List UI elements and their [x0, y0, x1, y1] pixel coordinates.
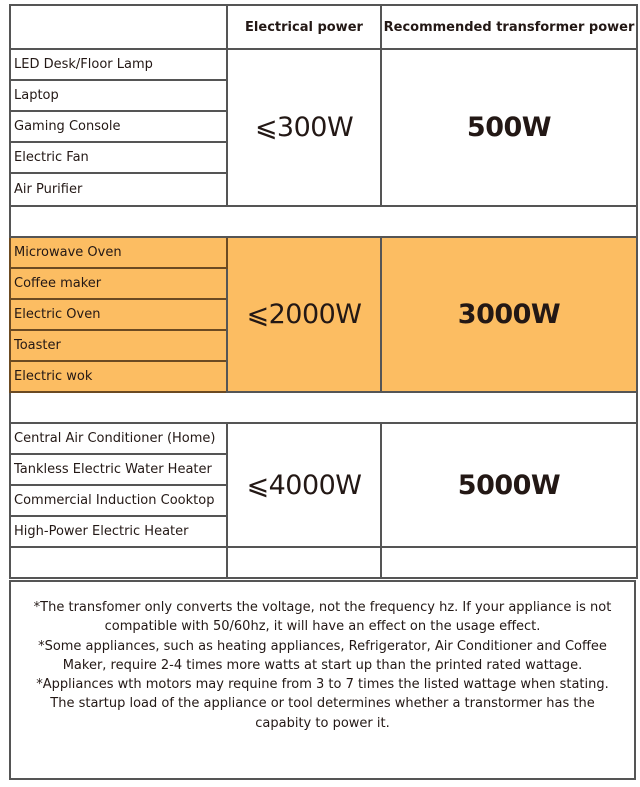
appliance-name: Laptop — [10, 80, 227, 111]
appliance-name: Gaming Console — [10, 111, 227, 142]
appliance-name: Tankless Electric Water Heater — [10, 454, 227, 485]
transformer-power-value: 5000W — [381, 423, 637, 547]
empty-row — [10, 547, 637, 578]
table-row — [10, 423, 637, 454]
notes-box — [9, 580, 636, 780]
appliance-name: LED Desk/Floor Lamp — [10, 49, 227, 80]
header-blank — [10, 5, 227, 49]
table-row — [10, 237, 637, 268]
note-frequency: *The transfomer only converts the voltage, not the frequency hz. If your appliance is not compatible with 50/60hz, it will have an effect on the usage effect. — [33, 600, 612, 635]
spacer-cell — [10, 392, 637, 423]
empty-cell — [227, 547, 381, 578]
transformer-power-value: 500W — [381, 49, 637, 206]
appliance-name: Central Air Conditioner (Home) — [10, 423, 227, 454]
appliance-name: Microwave Oven — [10, 237, 227, 268]
note-startup-watts: *Some appliances, such as heating appliances, Refrigerator, Air Conditioner and Coffee Maker, require 2-4 times more watts at start up than the printed rated wattage. — [38, 638, 607, 673]
electrical-power-value: ⩽300W — [227, 49, 381, 206]
spacer-row — [10, 392, 637, 423]
appliance-name: Electric Fan — [10, 142, 227, 173]
appliance-name: Toaster — [10, 330, 227, 361]
header-row — [10, 5, 637, 49]
electrical-power-value: ⩽4000W — [227, 423, 381, 547]
appliance-name: Coffee maker — [10, 268, 227, 299]
transformer-power-value: 3000W — [381, 237, 637, 392]
appliance-name: Electric wok — [10, 361, 227, 392]
spacer-cell — [10, 206, 637, 237]
header-electrical-power: Electrical power — [227, 5, 381, 49]
empty-cell — [10, 547, 227, 578]
note-motors: *Appliances wth motors may requine from 3 to 7 times the listed wattage when stating. The startup load of the appliance or tool determines whether a transtormer has the capabity to power it. — [36, 677, 609, 731]
appliance-name: High-Power Electric Heater — [10, 516, 227, 547]
spacer-row — [10, 206, 637, 237]
header-transformer-power: Recommended transformer power — [381, 5, 637, 49]
table-row — [10, 49, 637, 80]
appliance-name: Air Purifier — [10, 173, 227, 206]
power-table — [9, 4, 638, 579]
appliance-name: Electric Oven — [10, 299, 227, 330]
empty-cell — [381, 547, 637, 578]
electrical-power-value: ⩽2000W — [227, 237, 381, 392]
appliance-name: Commercial Induction Cooktop — [10, 485, 227, 516]
